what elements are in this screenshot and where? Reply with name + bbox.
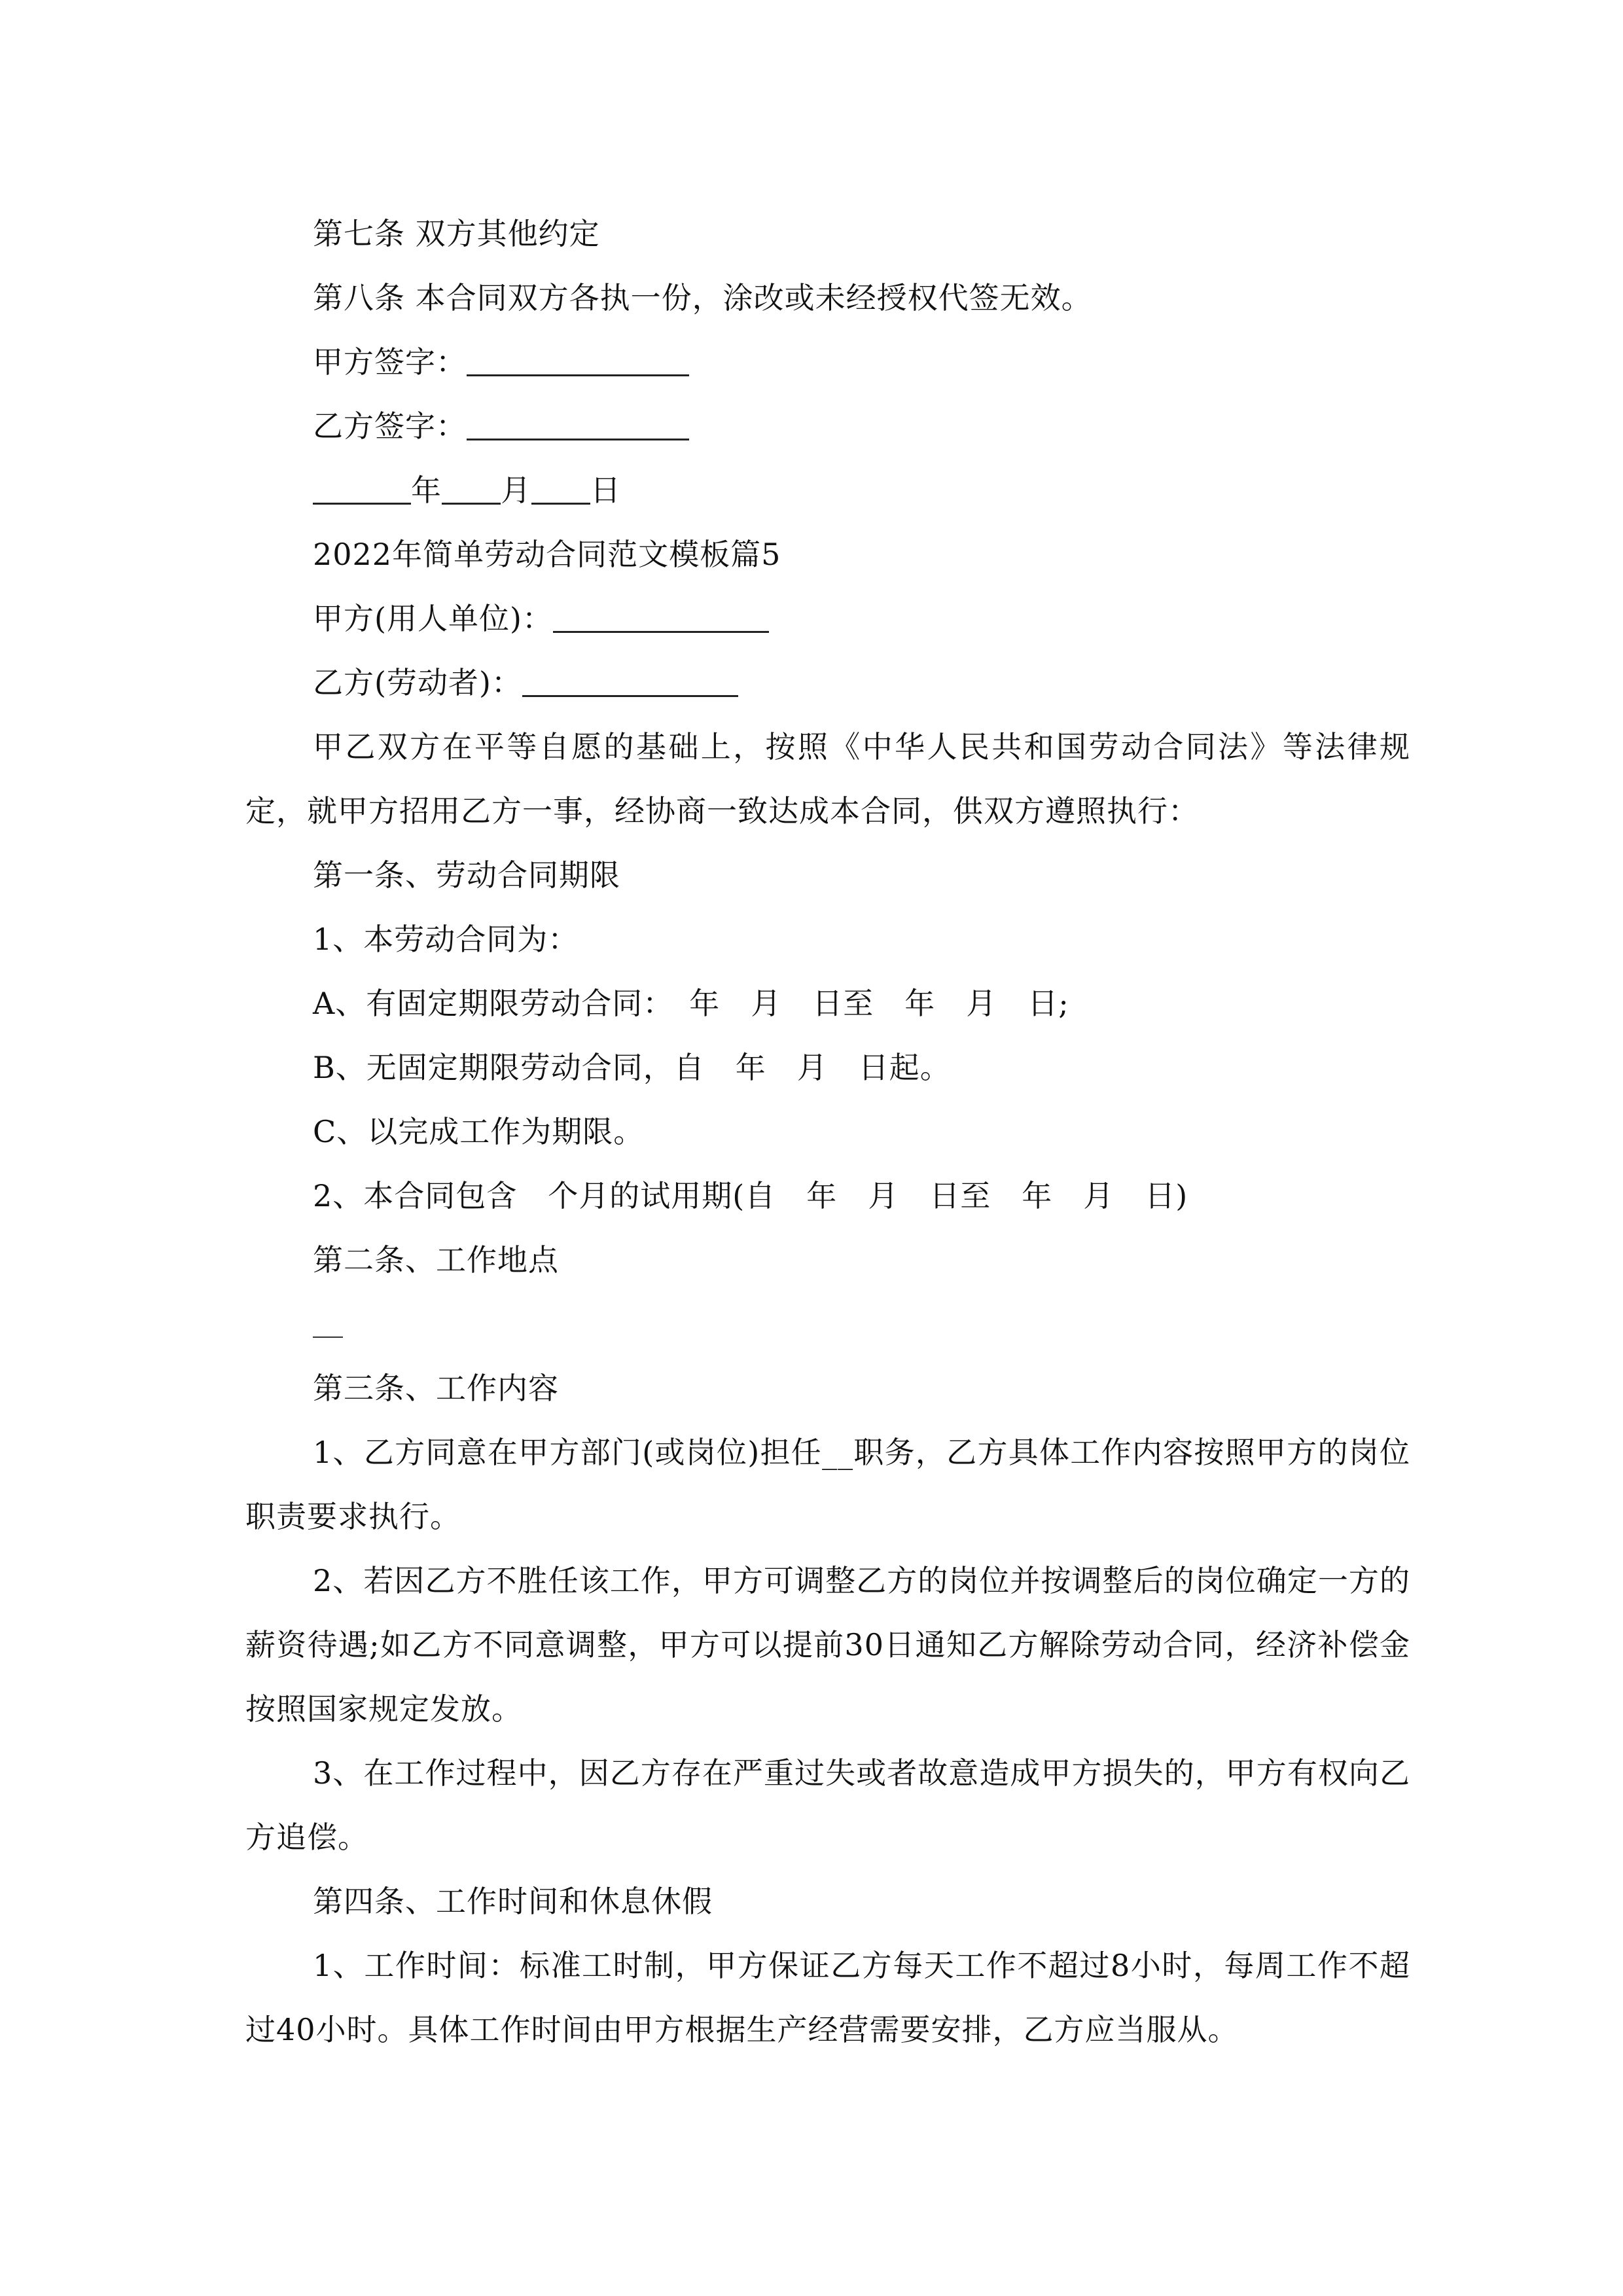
employee-label: 乙方(劳动者)： xyxy=(313,665,522,700)
year-label: 年 xyxy=(411,473,442,508)
contract-text xyxy=(245,202,1410,2062)
employer-label: 甲方(用人单位)： xyxy=(313,601,553,636)
article-8: 第八条 本合同双方各执一份，涂改或未经授权代签无效。 xyxy=(313,280,1092,315)
employer-blank xyxy=(553,601,769,633)
day-blank xyxy=(531,473,590,505)
intro-paragraph: 甲乙双方在平等自愿的基础上，按照《中华人民共和国劳动合同法》等法律规定，就甲方招用乙方一事，经协商一致达成本合同，供双方遵照执行： xyxy=(245,729,1410,829)
employee-line xyxy=(245,651,1410,715)
article-2-title: 第二条、工作地点 xyxy=(313,1242,559,1278)
signature-date-line xyxy=(245,458,1410,522)
article-1-option-c: C、以完成工作为期限。 xyxy=(313,1114,645,1149)
work-location-blank xyxy=(313,1336,343,1338)
year-blank xyxy=(313,473,411,505)
article-7: 第七条 双方其他约定 xyxy=(313,216,600,251)
article-3-item-3: 3、在工作过程中，因乙方存在严重过失或者故意造成甲方损失的，甲方有权向乙方追偿。 xyxy=(245,1755,1410,1855)
article-1-item-1: 1、本劳动合同为： xyxy=(313,922,579,957)
work-location-blank-line xyxy=(245,1292,1410,1356)
party-a-signature-blank xyxy=(467,344,689,376)
article-3-item-1: 1、乙方同意在甲方部门(或岗位)担任__职务，乙方具体工作内容按照甲方的岗位职责要求执行。 xyxy=(245,1435,1410,1534)
article-1-item-2: 2、本合同包含 个月的试用期(自 年 月 日至 年 月 日) xyxy=(313,1178,1188,1213)
party-a-signature-label: 甲方签字： xyxy=(313,344,467,380)
article-1-title: 第一条、劳动合同期限 xyxy=(313,857,620,893)
article-4-item-1: 1、工作时间：标准工时制，甲方保证乙方每天工作不超过8小时，每周工作不超过40小时。具体工作时间由甲方根据生产经营需要安排，乙方应当服从。 xyxy=(245,1948,1410,2047)
party-b-signature-label: 乙方签字： xyxy=(313,408,467,444)
article-1-option-b: B、无固定期限劳动合同，自 年 月 日起。 xyxy=(313,1050,951,1085)
template-title: 2022年简单劳动合同范文模板篇5 xyxy=(313,537,781,572)
day-label: 日 xyxy=(590,473,621,508)
party-a-signature-line xyxy=(245,330,1410,394)
month-label: 月 xyxy=(501,473,531,508)
party-b-signature-blank xyxy=(467,408,689,440)
employer-line xyxy=(245,586,1410,651)
month-blank xyxy=(442,473,501,505)
party-b-signature-line xyxy=(245,394,1410,458)
article-1-option-a: A、有固定期限劳动合同： 年 月 日至 年 月 日; xyxy=(313,986,1069,1021)
article-3-item-2: 2、若因乙方不胜任该工作，甲方可调整乙方的岗位并按调整后的岗位确定一方的薪资待遇;如乙方不同意调整，甲方可以提前30日通知乙方解除劳动合同，经济补偿金按照国家规定发放。 xyxy=(245,1563,1410,1727)
employee-blank xyxy=(522,665,738,697)
article-3-title: 第三条、工作内容 xyxy=(313,1371,559,1406)
article-4-title: 第四条、工作时间和休息休假 xyxy=(313,1884,713,1919)
